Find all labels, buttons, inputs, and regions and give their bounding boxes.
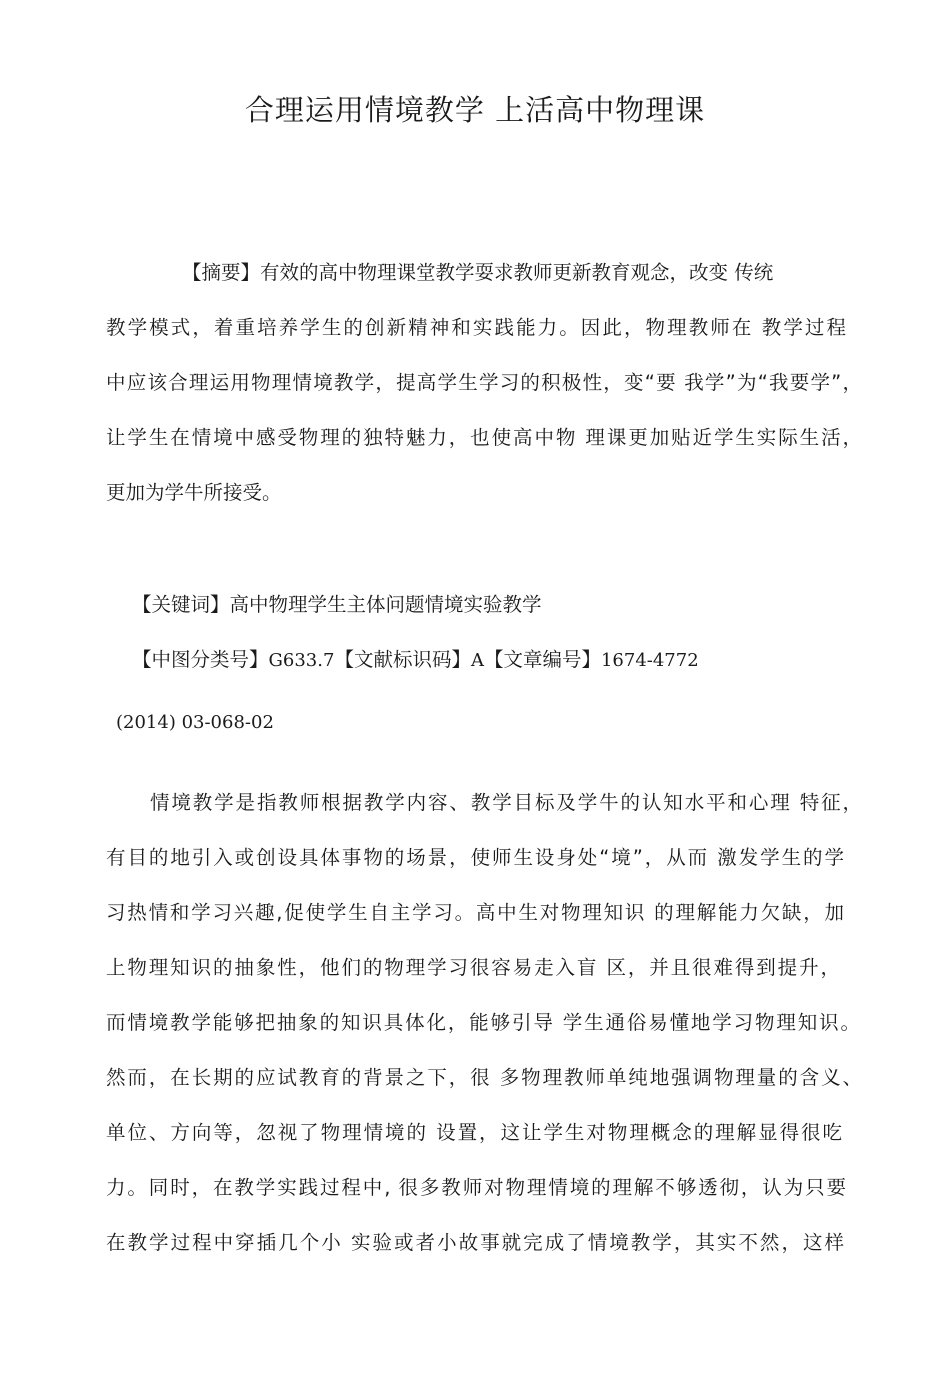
keywords: 【关键词】高中物理学生主体问题情境实验教学 <box>132 593 542 616</box>
abstract-line: 更加为学牛所接受。 <box>106 481 282 504</box>
document-title: 合理运用情境教学 上活高中物理课 <box>244 93 706 127</box>
article-no-label: 【文章编号】 <box>483 648 601 671</box>
body-line: 单位、方向等，忽视了物理情境的 设置，这让学生对物理概念的理解显得很吃 <box>106 1121 842 1144</box>
clc-label: 【中图分类号】 <box>132 648 269 671</box>
abstract-line: 中应该合理运用物理情境教学，提高学生学习的积极性，变“要 我学”为“我要学”， <box>106 371 862 394</box>
article-no-continuation: (2014) 03-068-02 <box>116 712 274 733</box>
abstract-line: 教学模式，着重培养学生的创新精神和实践能力。因此，物理教师在 教学过程 <box>106 316 846 339</box>
doc-code-label: 【文献标识码】 <box>334 648 471 671</box>
body-line: 力。同时，在教学实践过程中, 很多教师对物理情境的理解不够透彻，认为只要 <box>106 1176 846 1199</box>
clc-value: G633.7 <box>268 650 335 671</box>
classification-line <box>132 645 699 676</box>
body-line: 有目的地引入或创设具体事物的场景，使师生设身处“境”，从而 激发学生的学 <box>106 846 844 869</box>
body-line: 然而，在长期的应试教育的背景之下，很 多物理教师单纯地强调物理量的含义、 <box>106 1066 862 1089</box>
abstract-line: 让学生在情境中感受物理的独特魅力，也使高中物 理课更加贴近学生实际生活， <box>106 426 862 449</box>
abstract-line: 【摘要】有效的高中物理课堂教学耍求教师更新教育观念，改变 传统 <box>182 261 774 284</box>
doc-code-value: A <box>470 650 484 671</box>
body-line: 而情境教学能够把抽象的知识具体化，能够引导 学生通俗易懂地学习物理知识。 <box>106 1011 860 1034</box>
body-line <box>150 788 862 818</box>
body-line: 习热情和学习兴趣,促使学生自主学习。高中生对物理知识 的理解能力欠缺，加 <box>106 901 844 924</box>
body-line-text: 情境教学是指教师根据教学内容、教学目标及学牛的认知水平和心理 特征， <box>150 791 862 814</box>
body-line: 在教学过程中穿插几个小 实验或者小故事就完成了情境教学，其实不然，这样 <box>106 1231 844 1254</box>
article-no-value: 1674-4772 <box>600 650 699 671</box>
body-line: 上物理知识的抽象性，他们的物理学习很容易走入盲 区，并且很难得到提升， <box>106 956 840 979</box>
